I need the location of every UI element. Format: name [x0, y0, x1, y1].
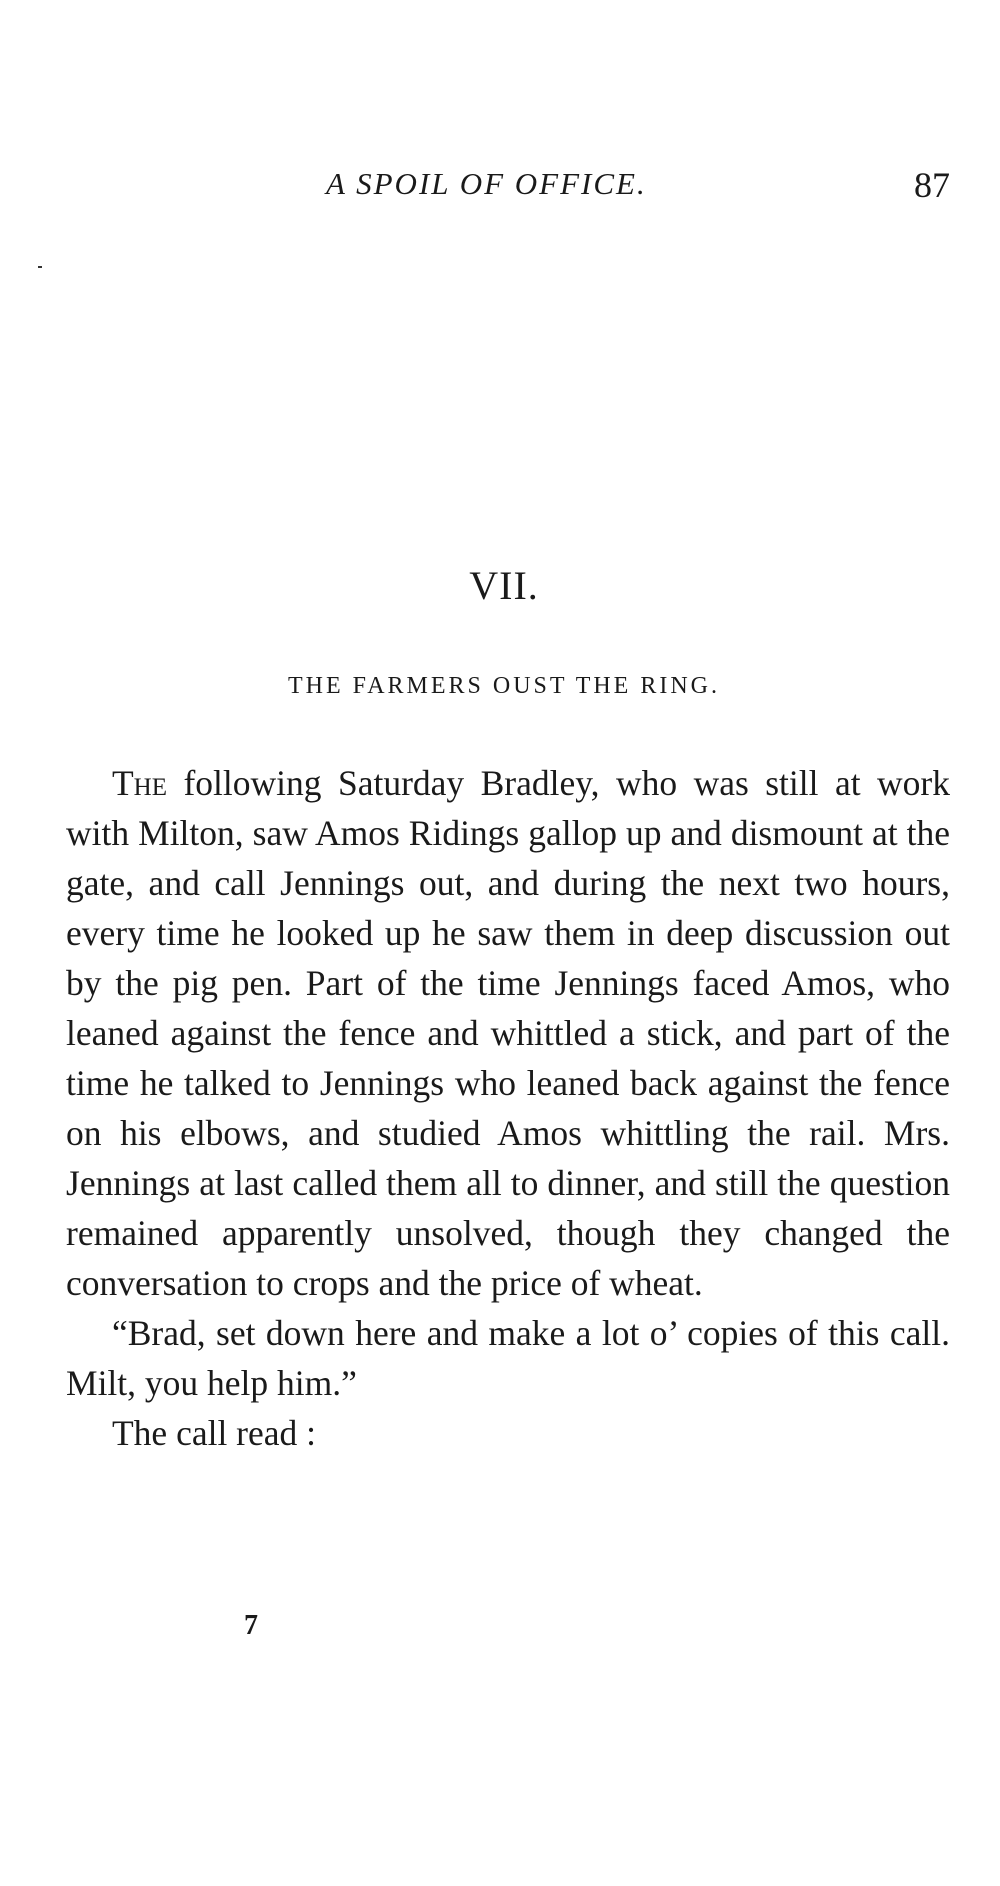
- body-text: [66, 758, 950, 1458]
- running-title: A SPOIL OF OFFICE.: [326, 166, 647, 201]
- paragraph-lead-word: The: [112, 763, 168, 803]
- chapter-title: THE FARMERS OUST THE RING.: [287, 673, 721, 699]
- chapter-number: VII.: [469, 563, 539, 608]
- paragraph-text: “Brad, set down here and make a lot o’ copies of this call. Milt, you help him.”: [66, 1313, 950, 1403]
- paragraph-text: following Saturday Bradley, who was still at work with Milton, saw Amos Ridings gallop up and dismount at the gate, and call Jennings out, and during the next two hours, every time he looked up he saw them in deep discussion out by the pig pen. Part of the time Jennings faced Amos, who leaned against the fence and whittled a stick, and part of the time he talked to Jennings who leaned back against the fence on his elbows, and studied Amos whittling the rail. Mrs. Jennings at last called them all to dinner, and still the question remained apparently unsolved, though they changed the conversation to crops and the price of wheat.: [66, 763, 950, 1303]
- running-head: [60, 166, 950, 210]
- page-number: 87: [914, 165, 950, 205]
- paragraph-text: The call read :: [112, 1413, 317, 1453]
- paragraph: [66, 1408, 950, 1458]
- signature-mark: 7: [244, 1610, 258, 1641]
- paragraph: [66, 1308, 950, 1408]
- print-speck: [38, 266, 42, 268]
- paragraph: [66, 758, 950, 1308]
